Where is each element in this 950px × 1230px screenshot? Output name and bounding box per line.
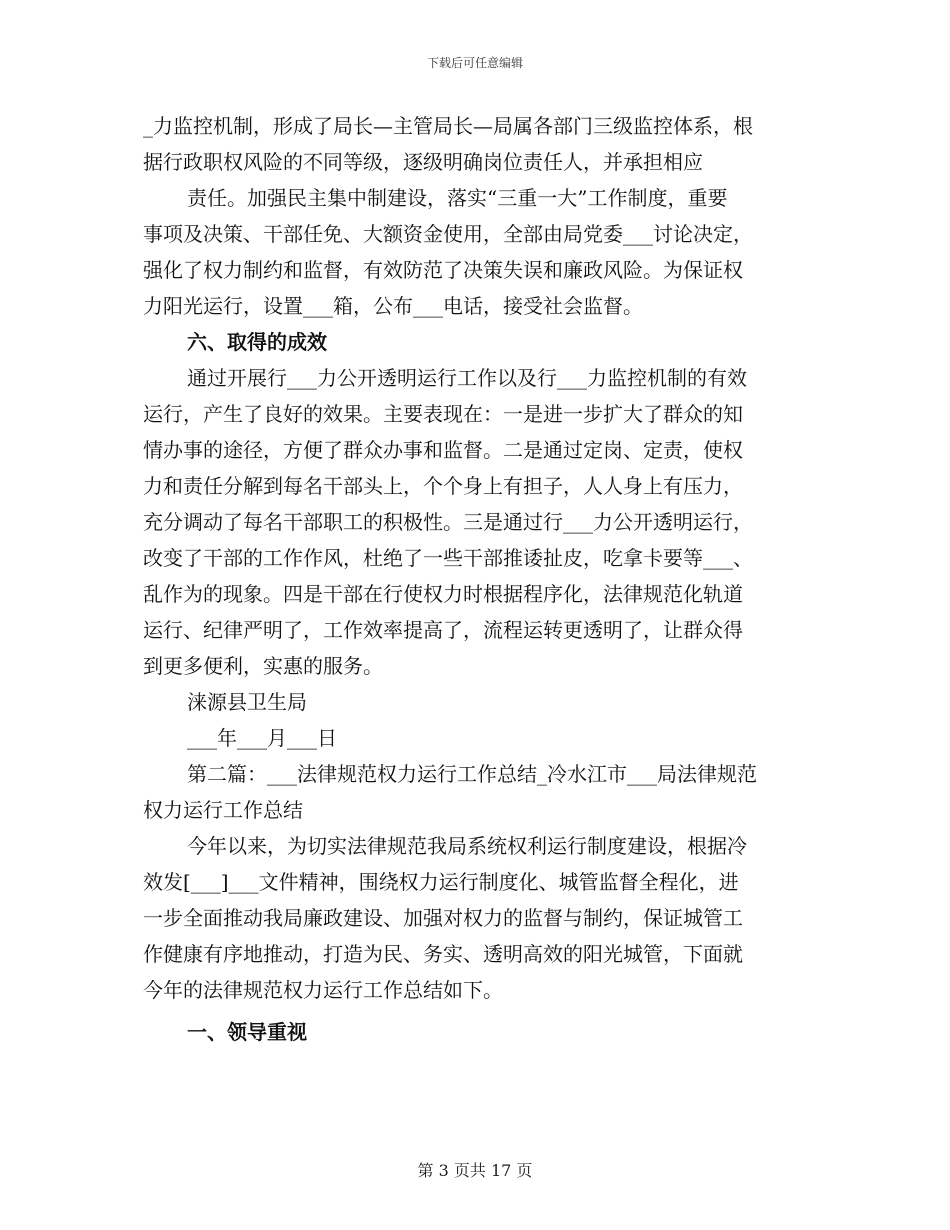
text-line: 情办事的途径，方便了群众办事和监督。二是通过定岗、定责，使权	[143, 438, 743, 462]
text-line: 改变了干部的工作作风，杜绝了一些干部推诿扯皮，吃拿卡要等___、	[143, 546, 753, 570]
text-line: 运行、纪律严明了，工作效率提高了，流程运转更透明了，让群众得	[143, 618, 743, 642]
section-heading: 六、取得的成效	[187, 330, 327, 354]
text-line: 责任。加强民主集中制建设，落实“三重一大”工作制度，重要	[187, 186, 728, 210]
signature-date: ___年___月___日	[187, 726, 337, 750]
text-line: 今年以来，为切实法律规范我局系统权利运行制度建设，根据冷	[187, 834, 747, 858]
text-line: 运行，产生了良好的效果。主要表现在：一是进一步扩大了群众的知	[143, 402, 743, 426]
text-line: 力和责任分解到每名干部头上，个个身上有担子，人人身上有压力，	[143, 474, 743, 498]
text-line: 一步全面推动我局廉政建设、加强对权力的监督与制约，保证城管工	[143, 906, 743, 930]
text-line: 乱作为的现象。四是干部在行使权力时根据程序化，法律规范化轨道	[143, 582, 743, 606]
signature-org: 涞源县卫生局	[187, 690, 307, 714]
text-line: 通过开展行___力公开透明运行工作以及行___力监控机制的有效	[187, 366, 747, 390]
page-header-note: 下载后可任意编辑	[426, 56, 523, 70]
text-line: 强化了权力制约和监督，有效防范了决策失误和廉政风险。为保证权	[143, 258, 743, 282]
page-number: 第 3 页共 17 页	[417, 1161, 533, 1180]
text-line: 效发[___]___文件精神，围绕权力运行制度化、城管监督全程化，进	[143, 870, 739, 894]
chapter-title: 第二篇：___法律规范权力运行工作总结_冷水江市___局法律规范	[187, 762, 757, 786]
text-line: 力阳光运行，设置___箱，公布___电话，接受社会监督。	[143, 294, 643, 318]
text-line: 到更多便利，实惠的服务。	[143, 654, 383, 678]
text-line: 充分调动了每名干部职工的积极性。三是通过行___力公开透明运行，	[143, 510, 753, 534]
text-line: 作健康有序地推动，打造为民、务实、透明高效的阳光城管，下面就	[143, 942, 743, 966]
text-line: 据行政职权风险的不同等级，逐级明确岗位责任人，并承担相应	[143, 150, 703, 174]
text-line: 今年的法律规范权力运行工作总结如下。	[143, 978, 503, 1002]
text-line: _力监控机制，形成了局长—主管局长—局属各部门三级监控体系，根	[143, 114, 753, 138]
chapter-title-cont: 权力运行工作总结	[143, 798, 303, 822]
document-body	[143, 108, 808, 1050]
section-heading: 一、领导重视	[187, 1020, 307, 1044]
text-line: 事项及决策、干部任免、大额资金使用，全部由局党委___讨论决定，	[143, 222, 753, 246]
